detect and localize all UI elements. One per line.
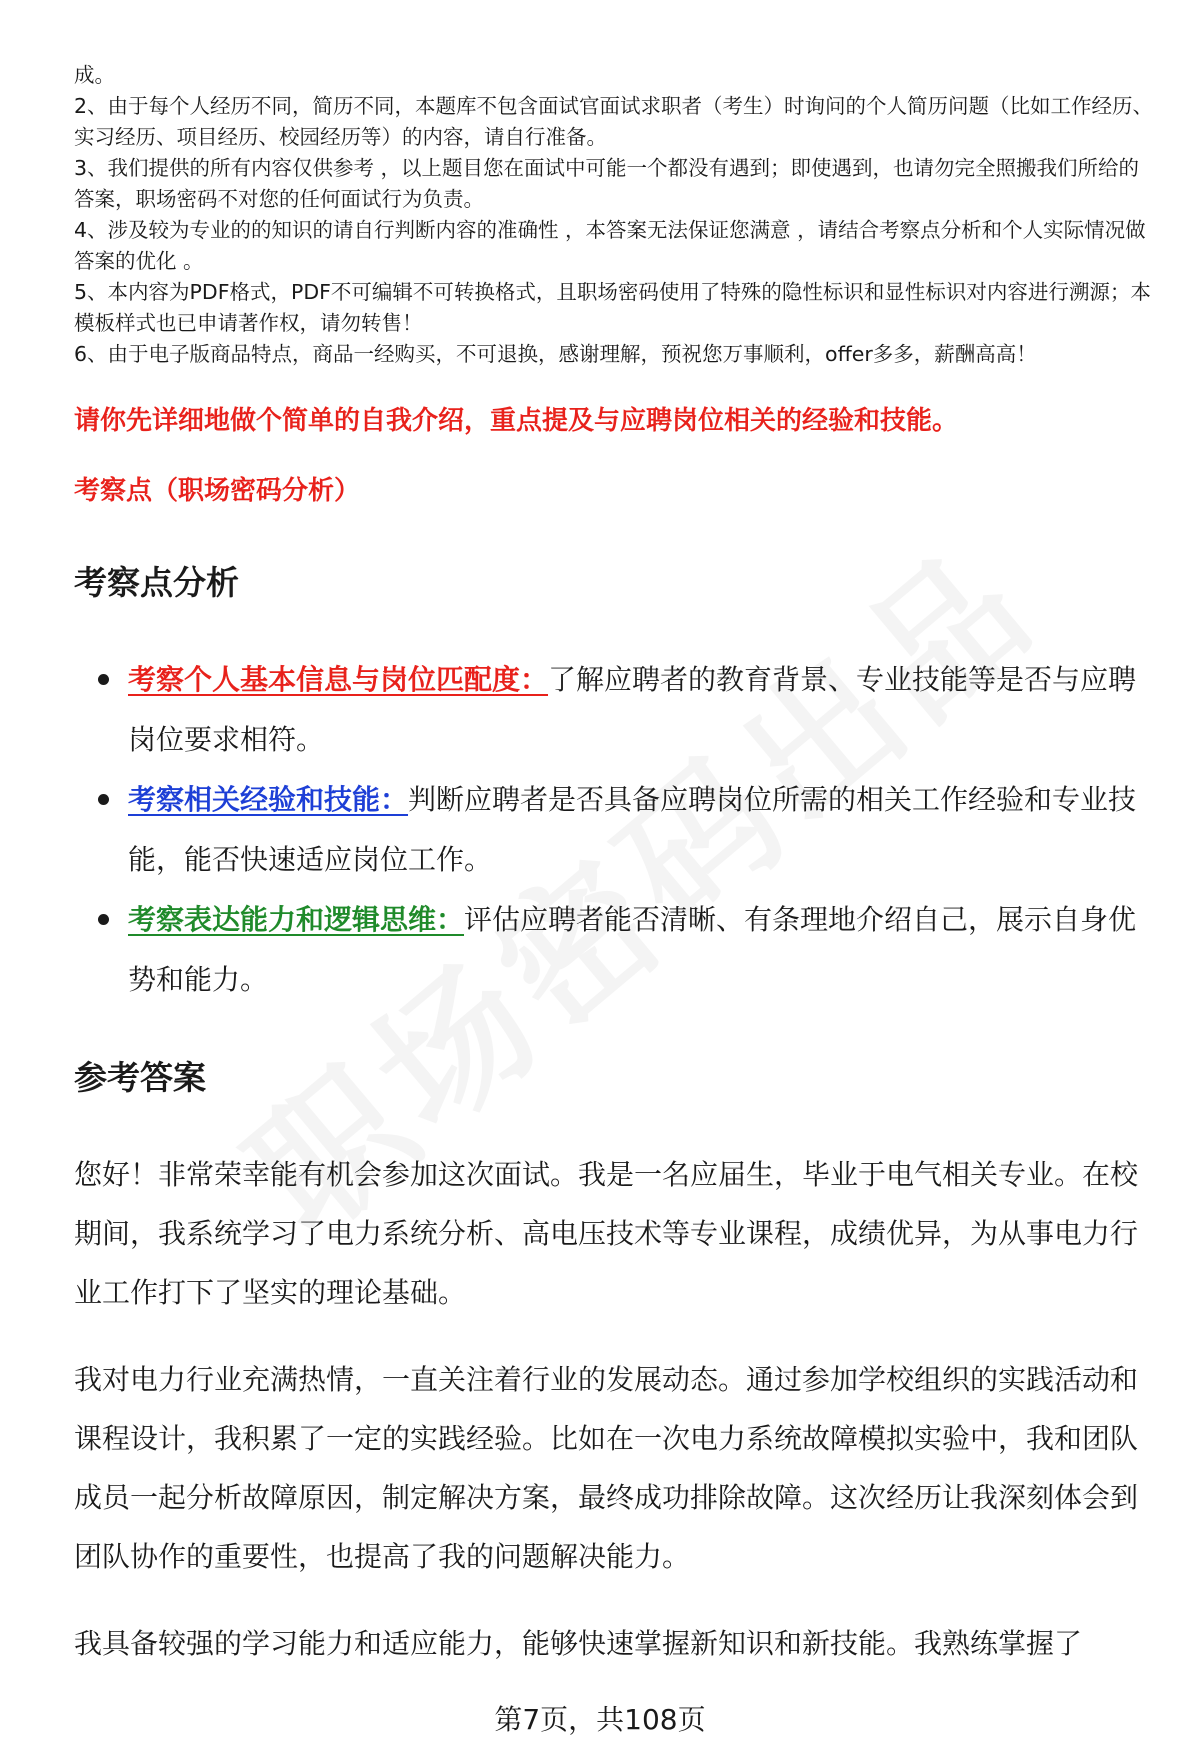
- list-item: [74, 650, 1154, 770]
- answer-section: [74, 1145, 1154, 1701]
- bullet-icon: [98, 794, 109, 805]
- point-title: 考察表达能力和逻辑思维：: [128, 903, 465, 936]
- point-text: 评估应聘者能否清晰、有条理地介绍自己，展示自身优势和能力。: [128, 903, 1137, 996]
- answer-paragraph: 我对电力行业充满热情，一直关注着行业的发展动态。通过参加学校组织的实践活动和课程设计，我积累了一定的实践经验。比如在一次电力系统故障模拟实验中，我和团队成员一起分析故障原因，制定解决方案，最终成功排除故障。这次经历让我深刻体会到团队协作的重要性，也提高了我的问题解决能力。: [74, 1363, 1139, 1573]
- answer-paragraph: 您好！非常荣幸能有机会参加这次面试。我是一名应届生，毕业于电气相关专业。在校期间，我系统学习了电力系统分析、高电压技术等专业课程，成绩优异，为从事电力行业工作打下了坚实的理论基础。: [74, 1158, 1139, 1309]
- note-line: 6、由于电子版商品特点，商品一经购买，不可退换，感谢理解，预祝您万事顺利，offer多多，薪酬高高！: [74, 342, 1037, 366]
- note-line: 5、本内容为PDF格式，PDF不可编辑不可转换格式，且职场密码使用了特殊的隐性标识和显性标识对内容进行溯源；本模板样式也已申请著作权，请勿转售！: [74, 280, 1151, 335]
- interview-question: 请你先详细地做个简单的自我介绍，重点提及与应聘岗位相关的经验和技能。: [74, 406, 959, 436]
- note-line: 成。: [74, 63, 115, 87]
- point-text: 了解应聘者的教育背景、专业技能等是否与应聘岗位要求相符。: [128, 663, 1137, 756]
- analysis-points: [74, 650, 1154, 1010]
- point-title: 考察相关经验和技能：: [128, 783, 409, 816]
- page-number: 第7页，共108页: [494, 1703, 706, 1736]
- answer-paragraph: 我具备较强的学习能力和适应能力，能够快速掌握新知识和新技能。我熟练掌握了: [74, 1627, 1083, 1660]
- bullet-icon: [98, 674, 109, 685]
- note-line: 3、我们提供的所有内容仅供参考 ，以上题目您在面试中可能一个都没有遇到；即使遇到，也请勿完全照搬我们所给的答案，职场密码不对您的任何面试行为负责。: [74, 156, 1140, 211]
- bullet-icon: [98, 914, 109, 925]
- list-item: [74, 770, 1154, 890]
- point-title: 考察个人基本信息与岗位匹配度：: [128, 663, 549, 696]
- notes-section: [74, 60, 1154, 370]
- analysis-heading: 考察点分析: [74, 563, 239, 602]
- answer-heading: 参考答案: [74, 1058, 206, 1097]
- note-line: 2、由于每个人经历不同，简历不同，本题库不包含面试官面试求职者（考生）时询问的个人简历问题（比如工作经历、实习经历、项目经历、校园经历等）的内容，请自行准备。: [74, 94, 1154, 149]
- note-line: 4、涉及较为专业的的知识的请自行判断内容的准确性 ，本答案无法保证您满意 ，请结合考察点分析和个人实际情况做答案的优化 。: [74, 218, 1146, 273]
- point-text: 判断应聘者是否具备应聘岗位所需的相关工作经验和专业技能，能否快速适应岗位工作。: [128, 783, 1137, 876]
- analysis-label: 考察点（职场密码分析）: [74, 476, 361, 506]
- list-item: [74, 890, 1154, 1010]
